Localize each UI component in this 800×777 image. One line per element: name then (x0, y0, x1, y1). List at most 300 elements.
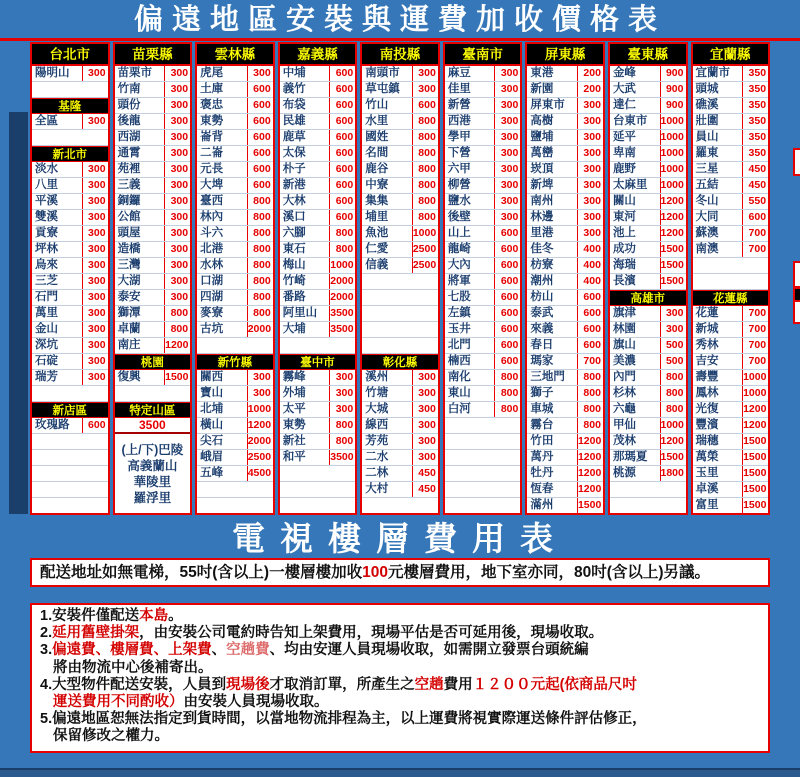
note-line (40, 625, 760, 642)
note-line (40, 677, 760, 694)
region-price: 300 (335, 403, 354, 415)
region-row (362, 434, 438, 450)
region-price: 300 (170, 275, 189, 287)
region-price: 1500 (743, 483, 767, 495)
empty-row (445, 450, 521, 466)
region-price: 800 (418, 211, 436, 223)
region-name: 石門 (32, 290, 83, 305)
region-price: 600 (500, 307, 519, 319)
region-name: 關西 (197, 370, 248, 385)
region-name: 林邊 (527, 210, 578, 225)
region-row (362, 130, 438, 146)
region-row (527, 226, 603, 242)
county-header: 南投縣 (362, 44, 438, 66)
region-price: 300 (170, 259, 189, 271)
region-name: 土庫 (197, 82, 248, 97)
region-row (280, 370, 356, 386)
sub-region-header: 花蓮縣 (693, 290, 769, 306)
region-row (115, 162, 191, 178)
region-price: 300 (418, 67, 436, 79)
region-name: 國姓 (362, 130, 413, 145)
empty-row (280, 498, 356, 514)
region-price: 700 (748, 243, 767, 255)
region-name: 南澳 (693, 242, 744, 257)
region-price: 1000 (412, 227, 437, 239)
region-row (197, 98, 273, 114)
region-row (527, 338, 603, 354)
region-name: 礁溪 (693, 98, 744, 113)
region-price: 300 (88, 307, 106, 319)
region-row (445, 226, 521, 242)
region-name: 鳳林 (693, 386, 744, 401)
region-name: 屏東市 (527, 98, 578, 113)
region-row (32, 290, 108, 306)
region-row (362, 114, 438, 130)
region-name: 車城 (527, 402, 578, 417)
region-name: 獅潭 (115, 306, 166, 321)
region-row (445, 98, 521, 114)
mountain-note-line: (上/下)巴陵 (121, 442, 184, 457)
region-name: 新園 (527, 82, 578, 97)
region-row (610, 466, 686, 482)
region-name: 三灣 (115, 258, 166, 273)
region-name: 新營 (445, 98, 496, 113)
region-price: 900 (665, 99, 684, 111)
region-price: 450 (748, 163, 767, 175)
region-name: 杉林 (610, 386, 661, 401)
empty-row (445, 482, 521, 498)
region-name: 頭屋 (115, 226, 166, 241)
region-row (693, 466, 769, 482)
region-price: 800 (253, 243, 271, 255)
region-name: 滿州 (527, 498, 578, 513)
region-row (362, 146, 438, 162)
region-row (32, 322, 108, 338)
region-row (32, 338, 108, 354)
region-price: 800 (170, 323, 189, 335)
region-row (693, 402, 769, 418)
region-price: 3500 (330, 451, 354, 463)
region-name: 鹿野 (610, 162, 661, 177)
region-name: 霧峰 (280, 370, 331, 385)
region-price: 300 (170, 147, 189, 159)
region-row (527, 162, 603, 178)
region-row (115, 306, 191, 322)
empty-row (32, 434, 108, 450)
region-row (527, 146, 603, 162)
right-edge-fragment (793, 300, 800, 324)
region-price: 300 (88, 115, 106, 127)
region-row (115, 210, 191, 226)
region-name: 竹南 (115, 82, 166, 97)
region-row (197, 162, 273, 178)
region-row (197, 242, 273, 258)
region-price: 800 (500, 371, 519, 383)
region-price: 600 (748, 211, 767, 223)
region-row (445, 162, 521, 178)
region-price: 600 (583, 307, 601, 319)
region-row (527, 418, 603, 434)
region-name: 池上 (610, 226, 661, 241)
region-row (610, 402, 686, 418)
region-row (32, 306, 108, 322)
region-name: 寶山 (197, 386, 248, 401)
region-name: 春日 (527, 338, 578, 353)
region-name: 苗栗市 (115, 66, 166, 81)
region-name: 朴子 (280, 162, 331, 177)
region-price: 300 (500, 83, 519, 95)
empty-row (362, 498, 438, 514)
region-row (693, 210, 769, 226)
region-row (610, 242, 686, 258)
region-price: 800 (170, 307, 189, 319)
region-row (280, 274, 356, 290)
region-name: 海瑞 (610, 258, 661, 273)
region-row (445, 178, 521, 194)
region-row (527, 210, 603, 226)
region-name: 芳苑 (362, 434, 413, 449)
region-price: 300 (665, 323, 684, 335)
region-price: 300 (170, 99, 189, 111)
region-name: 玫瑰路 (32, 418, 83, 433)
section-subtitle: 電視樓層費用表 (232, 520, 568, 557)
region-price: 300 (583, 131, 601, 143)
region-row (693, 162, 769, 178)
region-price: 800 (418, 115, 436, 127)
region-name: 北埔 (197, 402, 248, 417)
sub-region-header: 基隆 (32, 98, 108, 114)
region-row (610, 178, 686, 194)
region-name: 瑞穗 (693, 434, 744, 449)
region-row (610, 450, 686, 466)
region-row (527, 450, 603, 466)
region-name: 二崙 (197, 146, 248, 161)
region-name: 柳營 (445, 178, 496, 193)
region-row (280, 66, 356, 82)
region-price: 700 (748, 323, 767, 335)
county-header: 臺南市 (445, 44, 521, 66)
region-price: 1200 (743, 403, 767, 415)
region-price: 3500 (330, 307, 354, 319)
floor-fee-highlight: 100 (362, 564, 388, 581)
region-price: 1500 (660, 243, 684, 255)
region-price: 600 (335, 67, 354, 79)
region-price: 450 (418, 467, 436, 479)
region-name: 南頭市 (362, 66, 413, 81)
region-name: 下營 (445, 146, 496, 161)
region-price: 300 (170, 291, 189, 303)
region-name: 五結 (693, 178, 744, 193)
region-name: 壯圍 (693, 114, 744, 129)
region-row (527, 178, 603, 194)
region-row (115, 258, 191, 274)
county-header: 嘉義縣 (280, 44, 356, 66)
region-row (445, 306, 521, 322)
region-name: 通霄 (115, 146, 166, 161)
region-row (197, 402, 273, 418)
region-price: 400 (583, 275, 601, 287)
region-name: 苑裡 (115, 162, 166, 177)
region-name: 萬丹 (527, 450, 578, 465)
region-name: 花蓮 (693, 306, 744, 321)
region-price: 800 (335, 419, 354, 431)
region-name: 光復 (693, 402, 744, 417)
region-price: 1500 (577, 499, 602, 511)
region-row (610, 114, 686, 130)
region-price: 1000 (660, 419, 684, 431)
region-row (693, 66, 769, 82)
region-row (280, 418, 356, 434)
region-row (115, 98, 191, 114)
region-price: 1500 (660, 259, 684, 271)
empty-row (197, 498, 273, 514)
region-price: 300 (500, 147, 519, 159)
region-name: 竹崎 (280, 274, 331, 289)
right-edge-fragment (793, 261, 800, 288)
region-name: 臺西 (197, 194, 248, 209)
region-price: 1500 (743, 451, 767, 463)
region-row (362, 418, 438, 434)
region-row (610, 418, 686, 434)
region-price: 600 (335, 211, 354, 223)
region-name: 甲仙 (610, 418, 661, 433)
region-row (280, 178, 356, 194)
region-name: 卓溪 (693, 482, 744, 497)
region-name: 佳冬 (527, 242, 578, 257)
region-price: 300 (583, 179, 601, 191)
region-name: 造橋 (115, 242, 166, 257)
region-row (362, 386, 438, 402)
region-price: 2000 (247, 323, 272, 335)
region-row (362, 402, 438, 418)
region-price: 800 (253, 195, 271, 207)
region-price: 1200 (577, 435, 602, 447)
region-row (197, 418, 273, 434)
region-row (610, 354, 686, 370)
region-name: 內門 (610, 370, 661, 385)
region-price: 600 (253, 99, 271, 111)
region-name: 三星 (693, 162, 744, 177)
mountain-note-line: 高義蘭山 (127, 458, 178, 473)
region-price: 300 (88, 163, 106, 175)
region-name: 泰武 (527, 306, 578, 321)
region-name: 龍崎 (445, 242, 496, 257)
region-name: 六龜 (610, 402, 661, 417)
region-row (280, 194, 356, 210)
region-price: 700 (583, 355, 601, 367)
region-row (197, 146, 273, 162)
region-price: 300 (170, 163, 189, 175)
region-price: 550 (748, 195, 767, 207)
note-line-continuation (40, 694, 760, 711)
region-price: 800 (335, 227, 354, 239)
region-name: 霧台 (527, 418, 578, 433)
note-text: 。 (168, 608, 183, 624)
region-row (527, 274, 603, 290)
note-text: 1.安裝件僅配送 (40, 608, 140, 624)
region-name: 大湖 (115, 274, 166, 289)
region-name: 玉里 (693, 466, 744, 481)
region-price: 300 (88, 275, 106, 287)
region-price: 1200 (577, 483, 602, 495)
region-row (280, 226, 356, 242)
region-row (445, 386, 521, 402)
sub-region-header: 新北市 (32, 146, 108, 162)
region-price: 1200 (247, 419, 272, 431)
region-price: 300 (88, 227, 106, 239)
region-name: 四湖 (197, 290, 248, 305)
region-price: 300 (170, 243, 189, 255)
county-column (608, 42, 688, 515)
region-price: 600 (500, 275, 519, 287)
region-name: 達仁 (610, 98, 661, 113)
county-column (691, 42, 771, 515)
region-row (32, 162, 108, 178)
right-edge-fragment (793, 148, 800, 176)
region-name: 平溪 (32, 194, 83, 209)
region-name: 南庄 (115, 338, 166, 353)
region-name: 萬巒 (527, 146, 578, 161)
region-row (280, 98, 356, 114)
region-row (693, 178, 769, 194)
region-name: 大城 (362, 402, 413, 417)
region-row (610, 322, 686, 338)
region-row (32, 242, 108, 258)
region-row (527, 498, 603, 514)
region-price: 300 (583, 99, 601, 111)
region-price: 600 (500, 291, 519, 303)
region-price: 1200 (165, 339, 189, 351)
empty-row (32, 130, 108, 146)
region-name: 虎尾 (197, 66, 248, 81)
region-price: 300 (88, 355, 106, 367)
region-name: 三義 (115, 178, 166, 193)
empty-row (693, 258, 769, 274)
region-row (197, 210, 273, 226)
left-accent-bar (9, 112, 28, 514)
region-row (693, 418, 769, 434)
region-row (197, 386, 273, 402)
region-price: 300 (583, 147, 601, 159)
region-name: 口湖 (197, 274, 248, 289)
region-row (32, 178, 108, 194)
region-price: 600 (335, 195, 354, 207)
region-name: 復興 (115, 370, 166, 385)
region-price: 300 (500, 163, 519, 175)
region-name: 後龍 (115, 114, 166, 129)
region-name: 公館 (115, 210, 166, 225)
region-price: 300 (253, 371, 271, 383)
region-price: 300 (335, 371, 354, 383)
region-price: 1000 (743, 371, 767, 383)
region-name: 外埔 (280, 386, 331, 401)
region-price: 600 (335, 179, 354, 191)
region-name: 冬山 (693, 194, 744, 209)
region-name: 陽明山 (32, 66, 83, 81)
region-name: 麥寮 (197, 306, 248, 321)
region-name: 深坑 (32, 338, 83, 353)
region-name: 新港 (280, 178, 331, 193)
region-row (32, 354, 108, 370)
region-name: 瑞芳 (32, 370, 83, 385)
region-name: 斗六 (197, 226, 248, 241)
region-row (527, 482, 603, 498)
region-price: 600 (335, 83, 354, 95)
region-price: 300 (500, 195, 519, 207)
county-column (113, 42, 193, 515)
region-name: 長濱 (610, 274, 661, 289)
region-price: 300 (88, 67, 106, 79)
region-price: 300 (665, 307, 684, 319)
region-row (610, 210, 686, 226)
region-price: 450 (748, 179, 767, 191)
region-row (32, 370, 108, 386)
region-row (280, 210, 356, 226)
region-price: 2000 (330, 291, 354, 303)
region-row (610, 98, 686, 114)
region-name: 頭城 (693, 82, 744, 97)
region-row (280, 450, 356, 466)
region-name: 石碇 (32, 354, 83, 369)
region-name: 來義 (527, 322, 578, 337)
note-text: 4.大型物件配送安裝，人員到 (40, 676, 227, 693)
region-name: 中埔 (280, 66, 331, 81)
empty-row (445, 418, 521, 434)
region-name: 竹山 (362, 98, 413, 113)
region-name: 八里 (32, 178, 83, 193)
region-price: 300 (583, 163, 601, 175)
region-name: 卑南 (610, 146, 661, 161)
region-price: 600 (500, 243, 519, 255)
region-name: 瑪家 (527, 354, 578, 369)
region-price: 600 (253, 179, 271, 191)
region-name: 東勢 (197, 114, 248, 129)
region-price: 2000 (330, 275, 354, 287)
region-price: 800 (335, 435, 354, 447)
region-name: 員山 (693, 130, 744, 145)
region-price: 600 (335, 163, 354, 175)
region-row (115, 290, 191, 306)
special-price: 3500 (115, 418, 191, 434)
mountain-note-line: 華陵里 (133, 474, 172, 489)
region-row (280, 82, 356, 98)
note-line-continuation (40, 728, 760, 745)
region-row (693, 370, 769, 386)
empty-row (362, 290, 438, 306)
region-row (527, 354, 603, 370)
region-price: 300 (418, 403, 436, 415)
region-row (445, 322, 521, 338)
region-row (445, 338, 521, 354)
region-name: 枋山 (527, 290, 578, 305)
region-price: 400 (583, 259, 601, 271)
region-row (115, 322, 191, 338)
region-row (197, 178, 273, 194)
region-price: 600 (500, 355, 519, 367)
region-price: 2500 (412, 243, 437, 255)
region-name: 美濃 (610, 354, 661, 369)
region-price: 2500 (412, 259, 437, 271)
region-price: 300 (170, 131, 189, 143)
region-name: 東港 (527, 66, 578, 81)
region-price: 600 (418, 99, 436, 111)
region-row (445, 402, 521, 418)
region-row (445, 354, 521, 370)
region-name: 台東市 (610, 114, 661, 129)
region-price: 1200 (660, 211, 684, 223)
region-price: 300 (88, 243, 106, 255)
empty-row (610, 482, 686, 498)
